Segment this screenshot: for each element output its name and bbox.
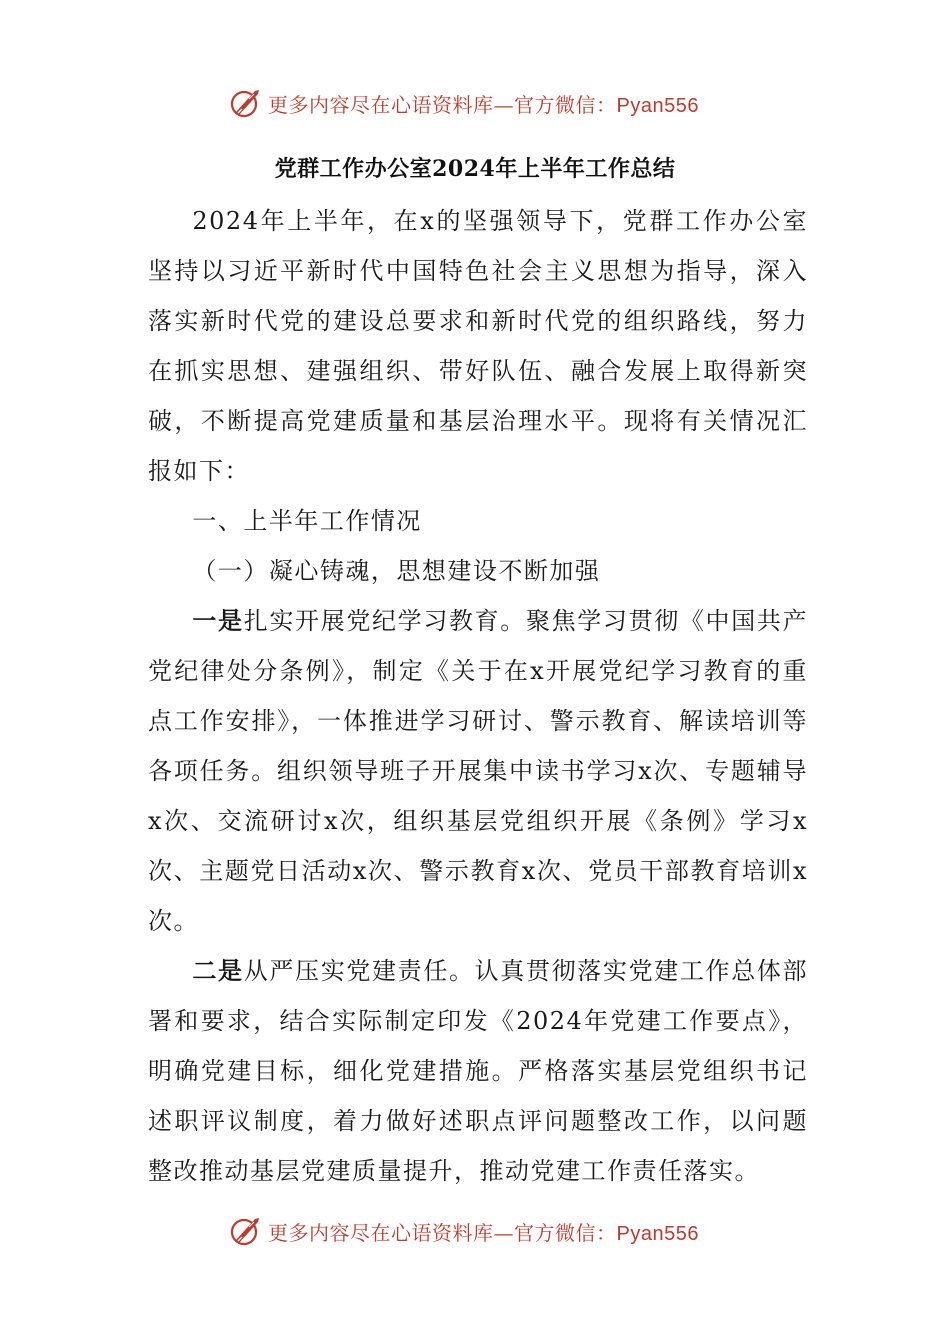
item-paragraph-2 <box>148 946 808 1196</box>
watermark-header <box>228 83 699 123</box>
watermark-label: 更多内容尽在心语资料库—官方微信： <box>268 1220 617 1245</box>
item-lead-2: 二是 <box>192 956 244 985</box>
watermark-text <box>268 89 699 118</box>
page-title: 党群工作办公室2024年上半年工作总结 <box>274 156 676 182</box>
watermark-text <box>268 1217 699 1246</box>
intro-paragraph: 2024年上半年，在x的坚强领导下，党群工作办公室坚持以习近平新时代中国特色社会主义思想为指导，深入落实新时代党的建设总要求和新时代党的组织路线，努力在抓实思想、建强组织、带好队伍、融合发展上取得新突破，不断提高党建质量和基层治理水平。现将有关情况汇报如下： <box>148 207 808 485</box>
watermark-footer <box>228 1211 699 1251</box>
item-text-1: 扎实开展党纪学习教育。聚焦学习贯彻《中国共产党纪律处分条例》，制定《关于在x开展党纪学习教育的重点工作安排》，一体推进学习研讨、警示教育、解读培训等各项任务。组织领导班子开展集中读书学习x次、专题辅导x次、交流研讨x次，组织基层党组织开展《条例》学习x次、主题党日活动x次、警示教育x次、党员干部教育培训x次。 <box>148 607 809 935</box>
quill-pen-logo-icon <box>228 1213 264 1249</box>
quill-pen-logo-icon <box>228 85 264 121</box>
item-text-2: 从严压实党建责任。认真贯彻落实党建工作总体部署和要求，结合实际制定印发《2024年党建工作要点》，明确党建目标，细化党建措施。严格落实基层党组织书记述职评议制度，着力做好述职点评问题整改工作，以问题整改推动基层党建质量提升，推动党建工作责任落实。 <box>148 957 809 1185</box>
item-paragraph-1 <box>148 596 808 946</box>
item-lead-1: 一是 <box>192 606 244 635</box>
subsection-heading: （一）凝心铸魂，思想建设不断加强 <box>192 557 601 585</box>
watermark-contact: Pyan556 <box>616 1222 699 1245</box>
watermark-contact: Pyan556 <box>616 94 699 117</box>
document-body <box>148 196 808 1196</box>
watermark-label: 更多内容尽在心语资料库—官方微信： <box>268 92 617 117</box>
section-heading: 一、上半年工作情况 <box>192 507 422 535</box>
